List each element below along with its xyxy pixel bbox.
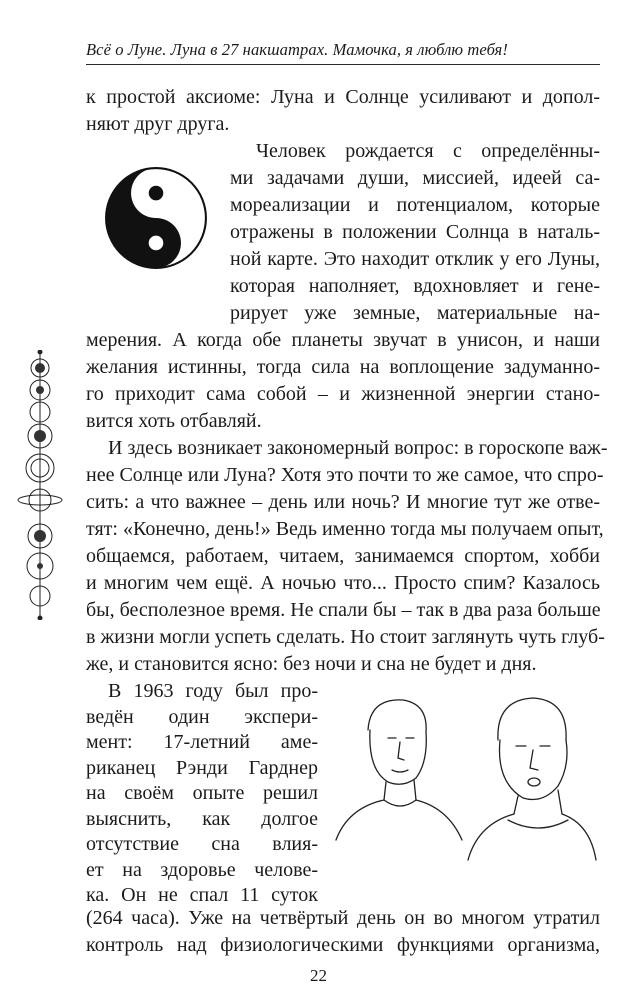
text-line: Человек рождается с определённы- [256,140,600,162]
text-line: рирует уже земные, материальные на- [230,302,600,324]
text-line: отражены в положении Солнца в наталь- [230,221,600,243]
text-line: на своём опыте решил [86,782,318,804]
text-line: тят: «Конечно, день!» Ведь именно тогда мы получаем опыт, [86,518,604,540]
text-line: бы, бесполезное время. Не спали бы – так в два раза больше [86,599,601,621]
text-line: в жизни могли успеть сделать. Но стоит заглянуть чуть глуб- [86,626,605,648]
text-line: контроль над физиологическими функциями организма, [86,934,600,956]
text-line: выяснить, как долгое [86,807,318,830]
planets-ornament-icon [12,350,68,620]
text-line: нее Солнце или Луна? Хотя это почти то же самое, что спро- [86,464,604,486]
header-rule [86,64,600,65]
text-line: же, и становится ясно: без ночи и сна не будет и дня. [86,653,537,675]
text-line: мерения. А когда обе планеты звучат в унисон, и наши [86,329,600,351]
yin-yang-icon [104,166,208,270]
text-line: ет на здоровье челове- [86,858,318,881]
text-line: ка. Он не спал 11 суток [86,884,318,906]
text-line: няют друг друга. [86,113,230,135]
text-line: (264 часа). Уже на четвёртый день он во многом утратил [86,907,600,929]
text-line: мореализации и потенциалом, которые [230,194,600,216]
text-line: ной карте. Это находит отклик у его Луны, [230,248,600,270]
text-line: и многим чем ещё. А ночью что... Просто спим? Казалось [86,572,600,594]
text-line: В 1963 году был про- [108,680,318,702]
text-line: И здесь возникает закономерный вопрос: в гороскопе важ- [108,437,608,459]
text-line: вится хоть отбавляй. [86,410,262,432]
text-line: общаемся, работаем, читаем, занимаемся спортом, хобби [86,545,600,567]
text-line: риканец Рэнди Гарднер [86,756,318,779]
text-line: к простой аксиоме: Луна и Солнце усиливают и допол- [86,86,600,108]
text-line: которая наполняет, вдохновляет и гене- [230,275,600,297]
text-line: ми задачами души, миссией, идеей са- [230,167,600,189]
text-line: го приходит сама собой – и жизненной энергии стано- [86,383,600,405]
text-line: отсутствие сна влия- [86,833,318,855]
portrait-sketch [328,690,598,880]
text-line: сить: а что важнее – день или ночь? И многие тут же отве- [86,491,600,513]
text-line: желания истинны, тогда сила на воплощение задуманно- [86,356,600,378]
text-line: мент: 17-летний аме- [86,731,318,753]
page-number: 22 [310,966,327,985]
text-line: ведён один экспери- [86,705,318,728]
running-header: Всё о Луне. Луна в 27 накшатрах. Мамочка, я люблю тебя! [86,40,508,59]
